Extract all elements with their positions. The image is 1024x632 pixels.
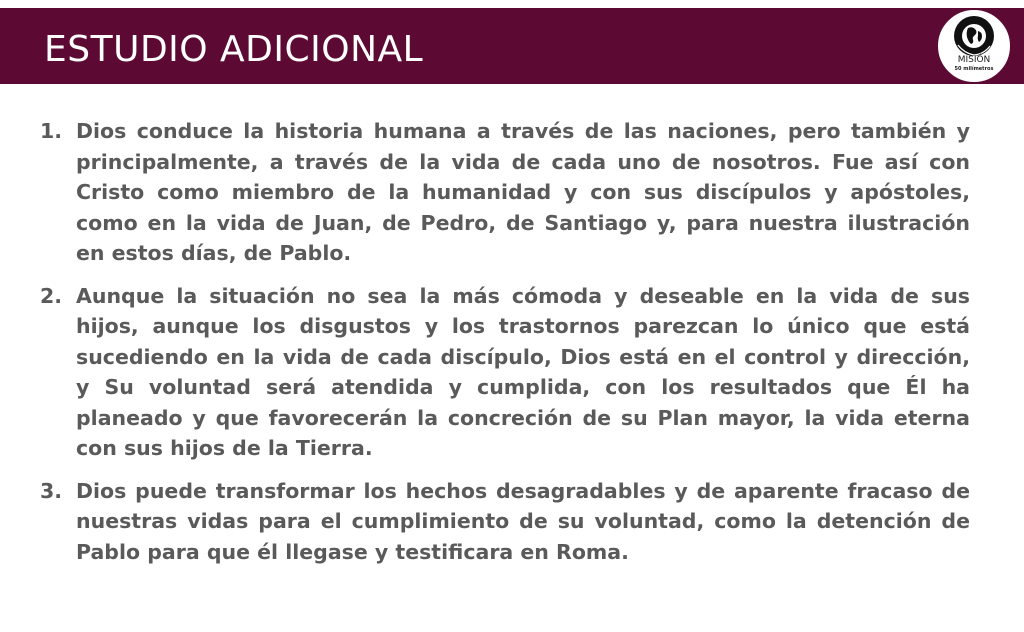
slide-title: ESTUDIO ADICIONAL [44,29,424,70]
logo-subtitle: 50 milímetros [954,66,994,72]
list-item-number: 3. [40,478,63,503]
list-item-number: 2. [40,283,63,308]
list-item-text: Dios conduce la historia humana a través de las naciones, pero también y principalmente, a través de la vida de cada uno de nosotros. Fue así con Cristo como miembro de la humanidad y con sus discípulos y apóstoles, como en la vida de Juan, de Pedro, de Santiago y, para nuestra ilustración en estos días, de Pablo. [76,119,970,265]
list-item [40,281,970,464]
header-bar [0,8,1024,84]
list-item [40,116,970,269]
list-item [40,476,970,568]
mision-logo [936,8,1012,84]
logo-name: MISIÓN [957,55,991,65]
list-item-text: Dios puede transformar los hechos desagradables y de aparente fracaso de nuestras vidas para el cumplimiento de su voluntad, como la detención de Pablo para que él llegase y testificara en Roma. [76,478,970,564]
globe-icon [952,15,996,57]
study-list [40,116,970,579]
list-item-number: 1. [40,119,63,143]
list-item-text: Aunque la situación no sea la más cómoda y deseable en la vida de sus hijos, aunque los disgustos y los trastornos parezcan lo único que está sucediendo en la vida de cada discípulo, Dios está en el control y dirección, y Su voluntad será atendida y cumplida, con los resultados que Él ha planeado y que favorecerán la concreción de su Plan mayor, la vida eterna con sus hijos de la Tierra. [76,283,970,460]
